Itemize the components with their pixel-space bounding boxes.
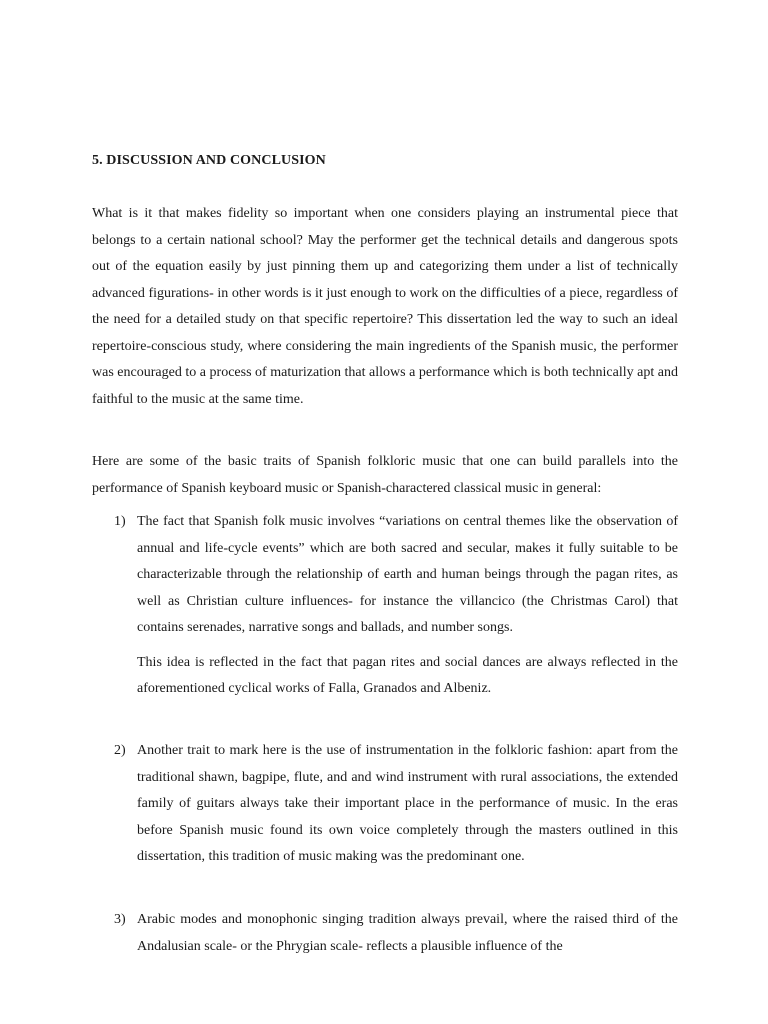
list-item-text: Another trait to mark here is the use of instrumentation in the folkloric fashion: apart from the traditional shawn, bagpipe, flute, and and wind instrument with rural associations, the extended family of guitars always take their important place in the performance of music. In the eras before Spanish music found its own voice completely through the masters outlined in this dissertation, this tradition of music making was the predominant one. bbox=[137, 743, 678, 864]
paragraph-traits-intro: Here are some of the basic traits of Spanish folkloric music that one can build parallels into the performance of Spanish keyboard music or Spanish-charactered classical music in general: bbox=[92, 454, 678, 496]
paragraph-intro: What is it that makes fidelity so important when one considers playing an instrumental piece that belongs to a certain national school? May the performer get the technical details and dangerous spots out of the equation easily by just pinning them up and categorizing them under a list of technically advanced figurations- in other words is it just enough to work on the difficulties of a piece, regardless of the need for a detailed study on that specific repertoire? This dissertation led the way to such an ideal repertoire-conscious study, where considering the main ingredients of the Spanish music, the performer was encouraged to a process of maturization that allows a performance which is both technically apt and faithful to the music at the same time. bbox=[92, 206, 678, 407]
list-item-note: This idea is reflected in the fact that pagan rites and social dances are always reflected in the aforementioned cyclical works of Falla, Granados and Albeniz. bbox=[137, 654, 678, 696]
section-heading: 5. DISCUSSION AND CONCLUSION bbox=[92, 153, 326, 168]
list-number: 2) bbox=[114, 743, 126, 758]
list-number: 1) bbox=[114, 514, 126, 529]
list-item-2 bbox=[92, 738, 678, 871]
list-item-1 bbox=[92, 509, 678, 703]
list-item-text: Arabic modes and monophonic singing tradition always prevail, where the raised third of the Andalusian scale- or the Phrygian scale- reflects a plausible influence of the bbox=[137, 912, 678, 954]
list-item-text: The fact that Spanish folk music involves “variations on central themes like the observation of annual and life-cycle events” which are both sacred and secular, makes it fully suitable to be characterizable through the relationship of earth and human beings through the pagan rites, as well as Christian culture influences- for instance the villancico (the Christmas Carol) that contains serenades, narrative songs and ballads, and number songs. bbox=[137, 514, 678, 635]
list-item-3 bbox=[92, 907, 678, 960]
list-number: 3) bbox=[114, 912, 126, 927]
